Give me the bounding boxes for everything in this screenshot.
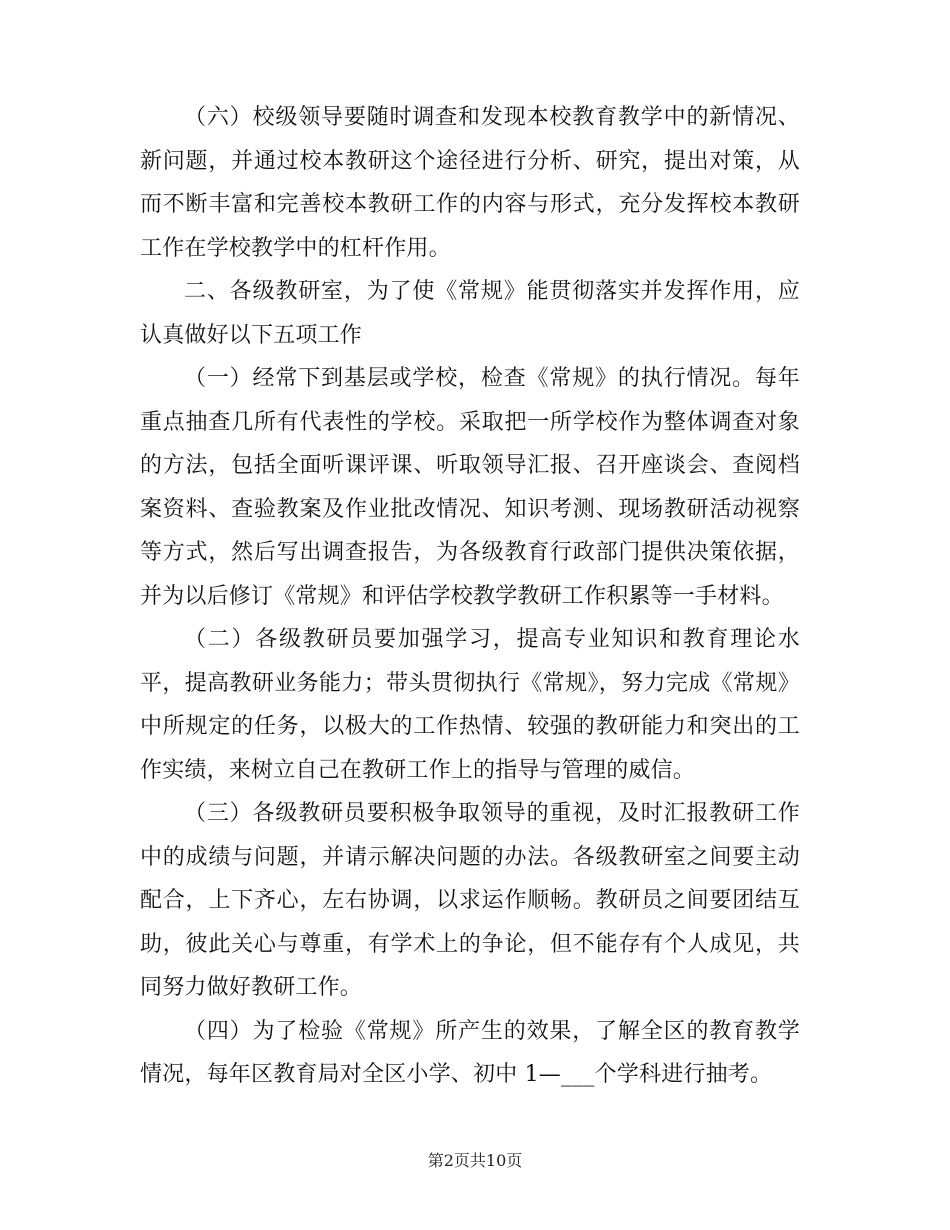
paragraph-item-1: （一）经常下到基层或学校，检查《常规》的执行情况。每年重点抽查几所有代表性的学校。采取把一所学校作为整体调查对象的方法，包括全面听课评课、听取领导汇报、召开座谈会、查阅档案资料、查验教案及作业批改情况、知识考测、现场教研活动视察等方式，然后写出调查报告，为各级教育行政部门提供决策依据，并为以后修订《常规》和评估学校教学教研工作积累等一手材料。 <box>140 366 800 609</box>
paragraph-item-2: （二）各级教研员要加强学习，提高专业知识和教育理论水平，提高教研业务能力；带头贯彻执行《常规》，努力完成《常规》中所规定的任务，以极大的工作热情、较强的教研能力和突出的工作实绩，来树立自己在教研工作上的指导与管理的威信。 <box>140 627 800 783</box>
document-body <box>140 96 800 1097</box>
paragraph-section-6: （六）校级领导要随时调查和发现本校教育教学中的新情况、新问题，并通过校本教研这个途径进行分析、研究，提出对策，从而不断丰富和完善校本教研工作的内容与形式，充分发挥校本教研工作在学校教学中的杠杆作用。 <box>140 105 800 261</box>
paragraph-heading-2: 二、各级教研室，为了使《常规》能贯彻落实并发挥作用，应认真做好以下五项工作 <box>140 279 800 348</box>
page-number-footer: 第2页共10页 <box>427 1151 523 1170</box>
paragraph-item-3: （三）各级教研员要积极争取领导的重视，及时汇报教研工作中的成绩与问题，并请示解决问题的办法。各级教研室之间要主动配合，上下齐心，左右协调，以求运作顺畅。教研员之间要团结互助，彼此关心与尊重，有学术上的争论，但不能存有个人成见，共同努力做好教研工作。 <box>140 801 800 1000</box>
paragraph-item-4: （四）为了检验《常规》所产生的效果，了解全区的教育教学情况，每年区教育局对全区小学、初中 1—___个学科进行抽考。 <box>140 1018 800 1087</box>
